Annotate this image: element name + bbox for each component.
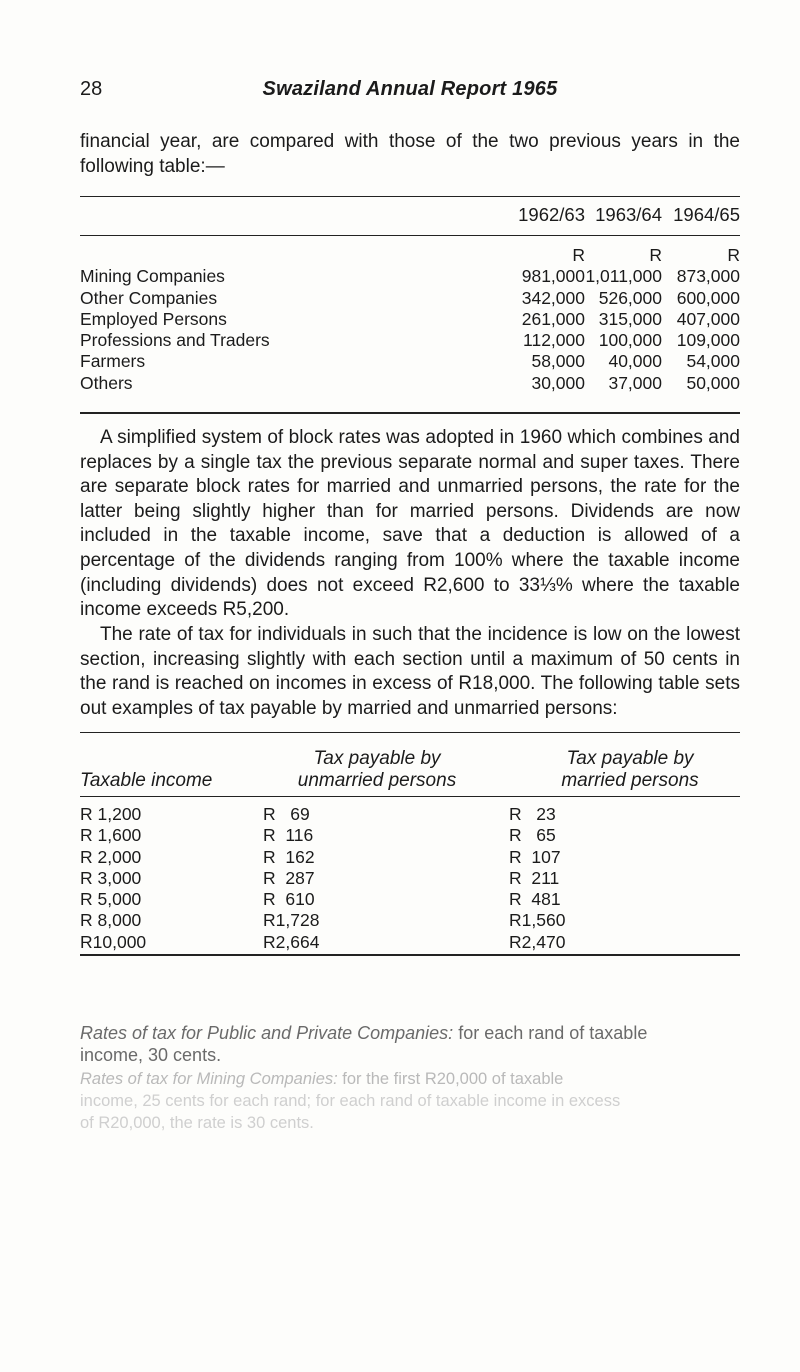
rates-mining-line2: income, 25 cents for each rand; for each rand of taxable income in excess <box>80 1092 621 1110</box>
unmarried-cell: R 162 <box>263 846 315 867</box>
table1-body <box>80 245 740 394</box>
cell-value: 109,000 <box>676 330 740 351</box>
rates-public-private-line2: income, 30 cents. <box>80 1045 222 1065</box>
table-row <box>80 266 740 287</box>
unmarried-cell: R 116 <box>263 825 314 846</box>
income-cell: R 1,200 <box>80 804 142 824</box>
paragraph-block-rates-text: A simplified system of block rates was adopted in 1960 which combines and replaces by a single tax the previous separate normal and super taxes. There are separate block rates for married and unmarried persons, the rate for the latter being slightly higher than for married persons. Dividends are now included in the taxable income, save that a deduction is allowed of a percentage of the dividends ranging from 100% where the taxable income (including dividends) does not exceed R2,600 to 33⅓% where the taxable income exceeds R5,200. <box>80 427 740 621</box>
currency-unit: R <box>572 245 585 265</box>
cell-value: 315,000 <box>598 308 662 329</box>
unmarried-cell: R 287 <box>263 867 315 888</box>
table2-body <box>80 804 740 953</box>
married-cell: R 211 <box>509 867 560 888</box>
rates-mining-line3: of R20,000, the rate is 30 cents. <box>80 1114 314 1132</box>
table-row <box>80 932 740 953</box>
running-title: Swaziland Annual Report 1965 <box>262 78 558 100</box>
page-number: 28 <box>80 78 103 100</box>
cell-value: 526,000 <box>598 287 662 308</box>
cell-value: 981,000 <box>521 266 585 287</box>
paragraph-individual-rates <box>80 623 740 721</box>
header-unmarried-line1: Tax payable by <box>313 748 441 769</box>
table-row <box>80 373 740 394</box>
married-cell: R 107 <box>509 846 561 867</box>
cell-value: 261,000 <box>521 308 585 329</box>
unmarried-cell: R2,664 <box>263 931 320 952</box>
unmarried-cell: R 610 <box>263 889 315 910</box>
rates-public-private-line1: for each rand of taxable <box>458 1023 648 1043</box>
cell-value: 54,000 <box>686 351 740 372</box>
table-row <box>80 910 740 931</box>
table2-top-rule <box>80 732 740 733</box>
table-row <box>80 825 740 846</box>
married-cell: R 23 <box>509 804 556 824</box>
married-cell: R1,560 <box>509 910 566 931</box>
table1-column-headers <box>80 204 740 225</box>
table-row <box>80 330 740 351</box>
cell-value: 600,000 <box>676 287 740 308</box>
rates-mining-line1: for the first R20,000 of taxable <box>342 1070 564 1088</box>
col-header-1962: 1962/63 <box>518 204 585 225</box>
intro-paragraph: financial year, are compared with those of the two previous years in the following table:— <box>80 131 740 177</box>
table1-bottom-rule <box>80 412 740 414</box>
cell-value: 37,000 <box>608 372 662 393</box>
currency-unit: R <box>649 245 662 265</box>
married-cell: R2,470 <box>509 931 566 952</box>
income-cell: R10,000 <box>80 931 147 952</box>
cell-value: 50,000 <box>686 372 740 393</box>
row-label: Employed Persons <box>80 308 227 329</box>
cell-value: 1,011,000 <box>585 266 662 287</box>
table-row <box>80 847 740 868</box>
rates-public-private <box>80 1022 740 1066</box>
col-header-1963: 1963/64 <box>595 204 662 225</box>
income-cell: R 1,600 <box>80 825 142 846</box>
header-unmarried <box>272 748 482 792</box>
cell-value: 342,000 <box>521 287 585 308</box>
table-row <box>80 804 740 825</box>
row-label: Other Companies <box>80 287 218 308</box>
paragraph-individual-rates-text: The rate of tax for individuals in such that the incidence is low on the lowest section, increasing slightly with each section until a maximum of 50 cents in the rand is reached on incomes in excess of R18,000. The following table sets out examples of tax payable by married and unmarried persons: <box>80 624 740 719</box>
row-label: Professions and Traders <box>80 330 270 351</box>
header-married-line2: married persons <box>561 770 699 791</box>
income-cell: R 2,000 <box>80 846 142 867</box>
income-cell: R 8,000 <box>80 910 142 931</box>
income-cell: R 5,000 <box>80 889 142 910</box>
row-label: Others <box>80 372 133 393</box>
row-label: Farmers <box>80 351 146 372</box>
income-cell: R 3,000 <box>80 867 142 888</box>
currency-unit: R <box>727 245 740 265</box>
unmarried-cell: R1,728 <box>263 910 320 931</box>
row-label: Mining Companies <box>80 266 225 287</box>
header-unmarried-line2: unmarried persons <box>297 770 457 791</box>
table2-header-rule <box>80 796 740 797</box>
header-married-line1: Tax payable by <box>566 748 694 769</box>
cell-value: 58,000 <box>531 351 585 372</box>
currency-row <box>80 245 740 266</box>
table-row <box>80 868 740 889</box>
table1-top-rule <box>80 196 740 197</box>
header-taxable-income: Taxable income <box>80 770 213 791</box>
col-header-1964: 1964/65 <box>673 204 740 225</box>
married-cell: R 65 <box>509 825 556 846</box>
table-row <box>80 288 740 309</box>
rates-mining-companies <box>80 1068 740 1134</box>
cell-value: 30,000 <box>531 372 585 393</box>
cell-value: 100,000 <box>598 330 662 351</box>
rates-public-private-heading: Rates of tax for Public and Private Companies: <box>80 1023 454 1043</box>
table-row <box>80 309 740 330</box>
table1-header-rule <box>80 235 740 236</box>
unmarried-cell: R 69 <box>263 804 310 824</box>
cell-value: 112,000 <box>523 330 585 351</box>
cell-value: 407,000 <box>676 308 740 329</box>
cell-value: 40,000 <box>608 351 662 372</box>
table2-bottom-rule <box>80 954 740 956</box>
header-married <box>525 748 735 792</box>
page-header <box>80 78 740 104</box>
rates-mining-heading: Rates of tax for Mining Companies: <box>80 1070 338 1088</box>
married-cell: R 481 <box>509 889 561 910</box>
paragraph-block-rates <box>80 426 740 623</box>
table-row <box>80 351 740 372</box>
table-row <box>80 889 740 910</box>
cell-value: 873,000 <box>676 266 740 287</box>
